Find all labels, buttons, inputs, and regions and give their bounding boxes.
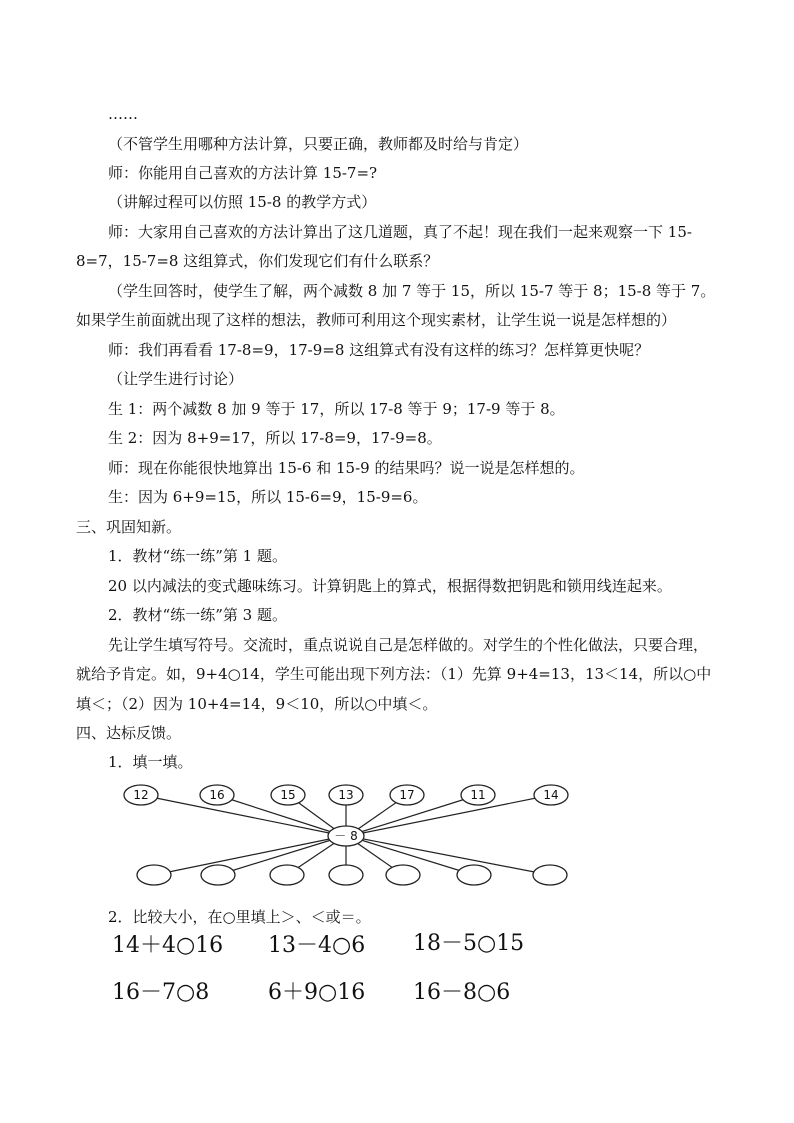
exercise-item: 1．教材“练一练”第 1 题。 <box>108 547 287 565</box>
answer-oval <box>457 865 491 885</box>
exercise-item: 1．填一填。 <box>108 753 193 771</box>
answer-oval <box>270 865 304 885</box>
student-line: 生 1：两个减数 8 加 9 等于 17，所以 17-8 等于 9；17-9 等于 8。 <box>108 400 565 418</box>
paragraph: 先让学生填写符号。交流时，重点说说自己是怎样做的。对学生的个性化做法，只要合理， <box>108 636 709 654</box>
paragraph-note: （让学生进行讨论） <box>108 370 244 388</box>
student-line: 生：因为 6+9=15，所以 15-6=9，15-9=6。 <box>108 488 428 506</box>
answer-oval <box>137 865 171 885</box>
teacher-line: 师：你能用自己喜欢的方法计算 15-7=? <box>108 164 378 182</box>
answer-oval <box>329 865 363 885</box>
ellipsis-line: …… <box>108 105 138 123</box>
teacher-line: 师：大家用自己喜欢的方法计算出了这几道题，真了不起！现在我们一起来观察一下 15- <box>108 223 692 241</box>
teacher-line-cont: 8=7，15-7=8 这组算式，你们发现它们有什么联系？ <box>76 252 439 270</box>
paragraph-note-cont: 如果学生前面就出现了这样的想法，教师可利用这个现实素材，让学生说一说是怎样想的） <box>76 311 677 329</box>
compare-expression: 14＋4○16 <box>112 933 224 958</box>
exercise-description: 20 以内减法的变式趣味练习。计算钥匙上的算式，根据得数把钥匙和锁用线连起来。 <box>108 577 672 595</box>
compare-expression: 16－8○6 <box>413 980 511 1005</box>
answer-oval <box>201 865 235 885</box>
subtraction-diagram <box>110 780 590 890</box>
student-line: 生 2：因为 8+9=17，所以 17-8=9，17-9=8。 <box>108 429 442 447</box>
section-heading: 三、巩固知新。 <box>76 518 182 536</box>
paragraph-cont: 就给予肯定。如，9+4○14，学生可能出现下列方法：（1）先算 9+4=13，13＜14，所以○中 <box>76 665 712 683</box>
top-number: 16 <box>209 788 225 802</box>
exercise-item: 2．教材“练一练”第 3 题。 <box>108 606 287 624</box>
paragraph-cont: 填＜；（2）因为 10+4=14，9＜10，所以○中填＜。 <box>76 695 438 713</box>
exercise-item: 2．比较大小，在○里填上＞、＜或＝。 <box>108 908 371 926</box>
compare-expression: 16－7○8 <box>112 980 210 1005</box>
paragraph-note: （学生回答时，使学生了解，两个减数 8 加 7 等于 15，所以 15-7 等于 8；15-8 等于 7。 <box>108 282 716 300</box>
top-number: 14 <box>543 788 559 802</box>
compare-expression: 6＋9○16 <box>268 980 366 1005</box>
answer-oval <box>533 865 567 885</box>
compare-expression: 13－4○6 <box>268 933 366 958</box>
top-number: 13 <box>338 788 354 802</box>
answer-oval <box>386 865 420 885</box>
top-number: 11 <box>470 788 486 802</box>
top-number: 12 <box>133 788 149 802</box>
top-number: 15 <box>280 788 296 802</box>
paragraph-note: （讲解过程可以仿照 15-8 的教学方式） <box>108 193 377 211</box>
teacher-line: 师：现在你能很快地算出 15-6 和 15-9 的结果吗？说一说是怎样想的。 <box>108 459 585 477</box>
top-number: 17 <box>399 788 415 802</box>
center-operator-label: － 8 <box>334 829 358 843</box>
answer-ovals <box>137 865 567 885</box>
teacher-line: 师：我们再看看 17-8=9，17-9=8 这组算式有没有这样的练习？怎样算更快呢？ <box>108 341 650 359</box>
section-heading: 四、达标反馈。 <box>76 724 182 742</box>
paragraph-note: （不管学生用哪种方法计算，只要正确，教师都及时给与肯定） <box>108 135 529 153</box>
compare-expression: 18－5○15 <box>413 931 525 956</box>
